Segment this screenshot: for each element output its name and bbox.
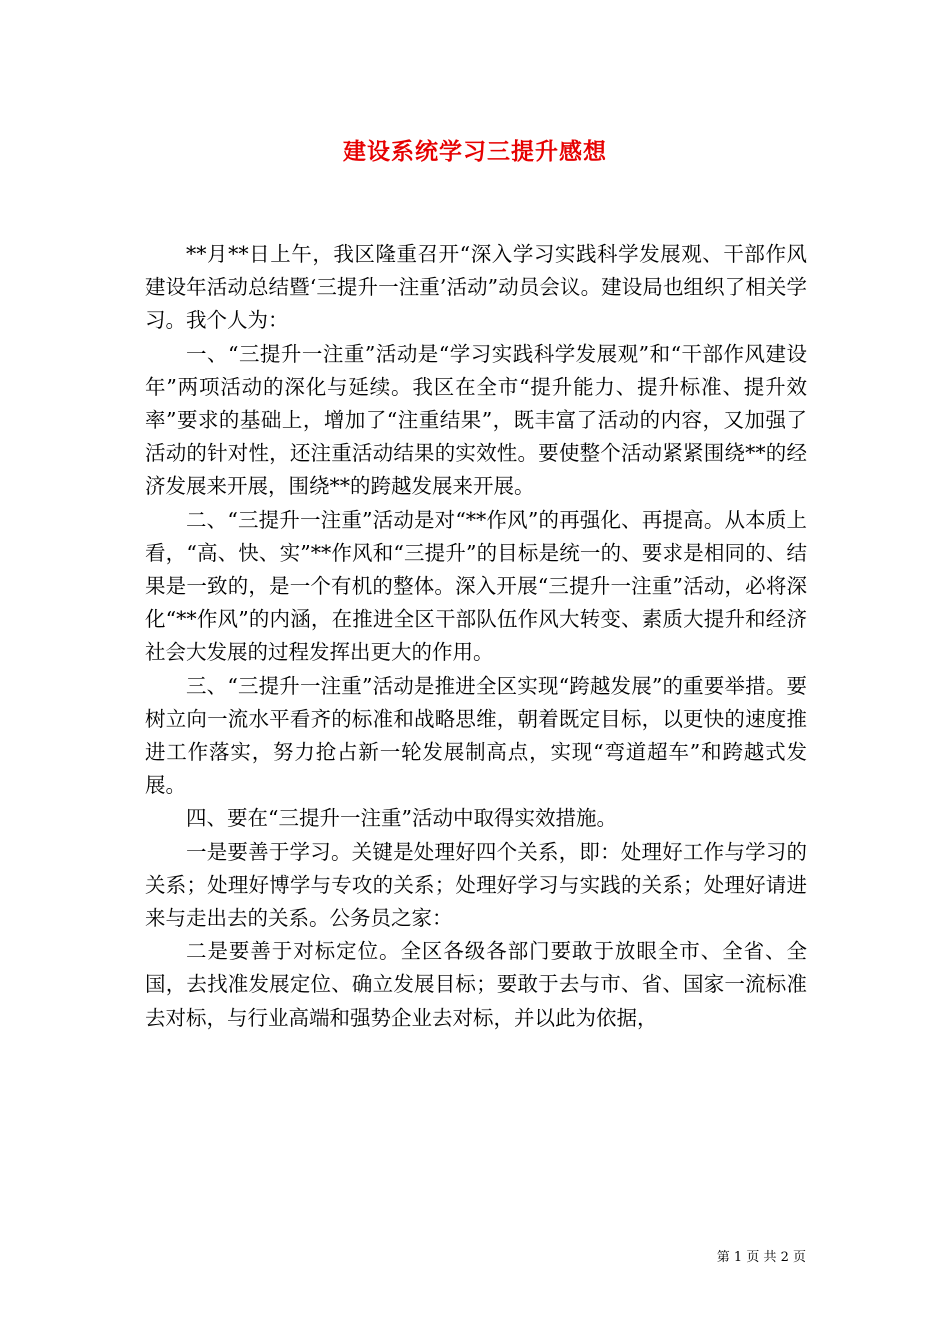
paragraph-point-3: 三、“三提升一注重”活动是推进全区实现“跨越发展”的重要举措。要树立向一流水平看齐的标准和战略思维，朝着既定目标，以更快的速度推进工作落实，努力抢占新一轮发展制高点，实现“弯道超车”和跨越式发展。 [145, 673, 807, 798]
document-body [145, 238, 807, 1035]
paragraph-measure-1: 一是要善于学习。关键是处理好四个关系，即：处理好工作与学习的关系；处理好博学与专攻的关系；处理好学习与实践的关系；处理好请进来与走出去的关系。公务员之家： [145, 839, 807, 931]
paragraph-point-1: 一、“三提升一注重”活动是“学习实践科学发展观”和“干部作风建设年”两项活动的深化与延续。我区在全市“提升能力、提升标准、提升效率”要求的基础上，增加了“注重结果”，既丰富了活动的内容，又加强了活动的针对性，还注重活动结果的实效性。要使整个活动紧紧围绕**的经济发展来开展，围绕**的跨越发展来开展。 [145, 341, 807, 499]
page-number-footer: 第 1 页 共 2 页 [716, 1250, 806, 1265]
document-title: 建设系统学习三提升感想 [343, 138, 607, 165]
paragraph-point-4: 四、要在“三提升一注重”活动中取得实效措施。 [186, 806, 617, 831]
paragraph-measure-2: 二是要善于对标定位。全区各级各部门要敢于放眼全市、全省、全国，去找准发展定位、确立发展目标；要敢于去与市、省、国家一流标准去对标，与行业高端和强势企业去对标，并以此为依据， [145, 939, 807, 1030]
paragraph-intro: **月**日上午，我区隆重召开“深入学习实践科学发展观、干部作风建设年活动总结暨‘三提升一注重’活动”动员会议。建设局也组织了相关学习。我个人为： [145, 242, 807, 333]
paragraph-point-2: 二、“三提升一注重”活动是对“**作风”的再强化、再提高。从本质上看，“高、快、实”**作风和“三提升”的目标是统一的、要求是相同的、结果是一致的，是一个有机的整体。深入开展“三提升一注重”活动，必将深化“**作风”的内涵，在推进全区干部队伍作风大转变、素质大提升和经济社会大发展的过程发挥出更大的作用。 [145, 507, 807, 665]
